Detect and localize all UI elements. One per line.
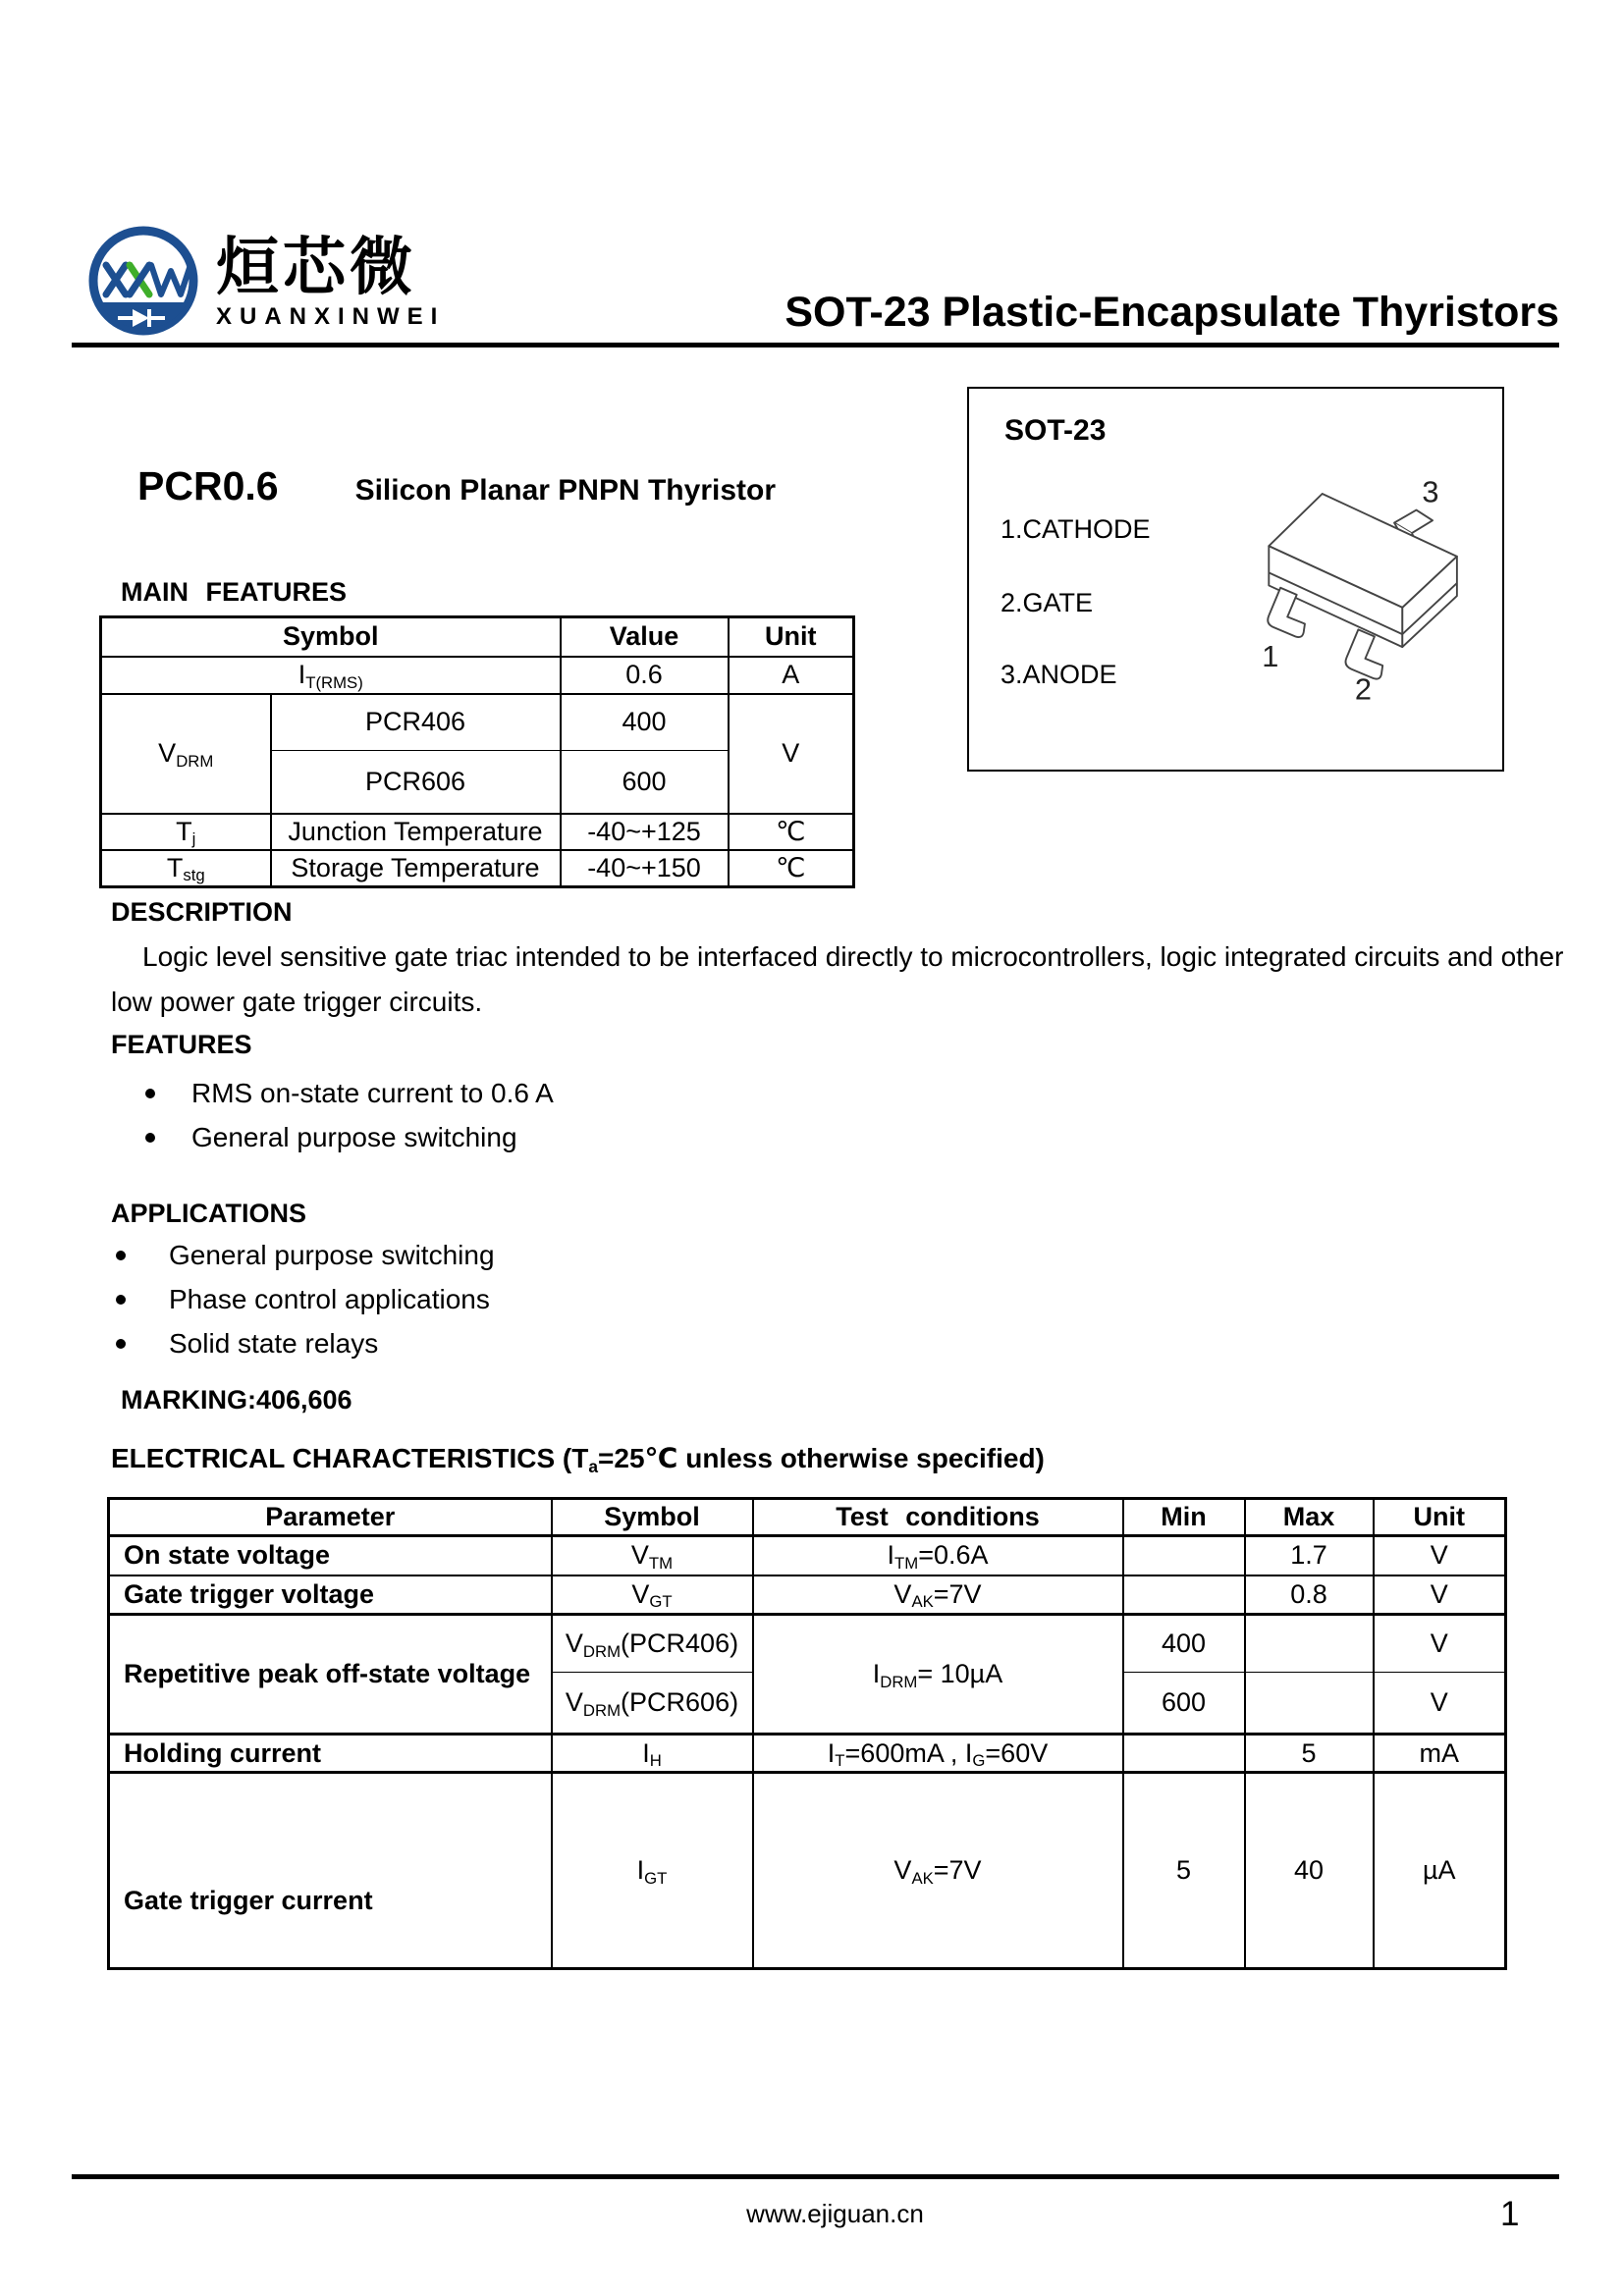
cell-min: 5	[1123, 1773, 1245, 1969]
marking-text: MARKING:406,606	[121, 1385, 352, 1415]
cell-value: -40~+125	[561, 814, 729, 850]
cell-max	[1245, 1673, 1374, 1735]
cell-parameter: Holding current	[109, 1735, 552, 1773]
description-text: Logic level sensitive gate triac intended to be interfaced directly to microcontrollers, logic integrated circuits and other low power gate trigger circuits.	[111, 941, 1564, 1017]
cell-value: 600	[561, 751, 729, 814]
cell-value: 0.6	[561, 657, 729, 694]
part-number: PCR0.6	[137, 463, 279, 508]
pin-label-anode: 3.ANODE	[1001, 660, 1117, 689]
cell-value: 400	[561, 694, 729, 751]
table-row	[109, 1735, 1506, 1773]
cell-unit: ℃	[729, 814, 854, 850]
features-list	[145, 1071, 554, 1159]
cell-test-conditions: $I_T=600mA$ , $I_G=60V$	[753, 1735, 1123, 1773]
cell-max: 0.8	[1245, 1575, 1374, 1615]
bullet-icon	[116, 1251, 126, 1260]
cell-test-conditions: $I_{DRM}= 10\mu A$	[753, 1615, 1123, 1735]
header-divider	[72, 343, 1559, 347]
electrical-characteristics-table	[107, 1497, 1507, 1970]
cell-min	[1123, 1575, 1245, 1615]
col-header-max: Max	[1245, 1499, 1374, 1536]
cell-symbol: $V_{DRM}(PCR606)$	[552, 1673, 753, 1735]
table-row	[101, 694, 854, 751]
cell-symbol: $V_{DRM}$	[101, 694, 271, 814]
pin-number-2: 2	[1354, 671, 1372, 703]
footer-divider	[72, 2174, 1559, 2179]
col-header-value: Value	[561, 617, 729, 657]
col-header-symbol: Symbol	[552, 1499, 753, 1536]
cell-parameter: On state voltage	[109, 1536, 552, 1575]
list-item-text: RMS on-state current to 0.6 A	[191, 1077, 554, 1108]
table-row	[109, 1615, 1506, 1673]
col-header-parameter: Parameter	[109, 1499, 552, 1536]
document-title: SOT-23 Plastic-Encapsulate Thyristors	[784, 289, 1559, 336]
cell-symbol: $V_{GT}$	[552, 1575, 753, 1615]
applications-list	[116, 1233, 495, 1365]
col-header-unit: Unit	[729, 617, 854, 657]
main-features-table	[99, 615, 855, 888]
cell-symbol: $I_{GT}$	[552, 1773, 753, 1969]
cell-symbol: $V_{DRM}(PCR406)$	[552, 1615, 753, 1673]
logo-chinese-name: 烜芯微	[216, 232, 416, 303]
cell-test-conditions: $V_{AK}=7V$	[753, 1773, 1123, 1969]
table-row	[101, 657, 854, 694]
product-subtitle: Silicon Planar PNPN Thyristor	[354, 474, 776, 507]
col-header-test-conditions: Test conditions	[753, 1499, 1123, 1536]
cell-unit: µA	[1374, 1773, 1506, 1969]
cell-parameter: Repetitive peak off-state voltage	[109, 1615, 552, 1735]
product-header	[137, 463, 776, 509]
table-row	[109, 1536, 1506, 1575]
page-number: 1	[1500, 2195, 1520, 2233]
cell-label: Storage Temperature	[271, 850, 561, 887]
cell-label: Junction Temperature	[271, 814, 561, 850]
col-header-min: Min	[1123, 1499, 1245, 1536]
bullet-icon	[145, 1089, 155, 1098]
pin-number-3: 3	[1422, 474, 1439, 509]
cell-min: 600	[1123, 1673, 1245, 1735]
list-item-text: Phase control applications	[169, 1283, 490, 1314]
bullet-icon	[145, 1133, 155, 1143]
cell-parameter: Gate trigger current	[109, 1773, 552, 1969]
cell-symbol: $T_{stg}$	[101, 850, 271, 887]
package-name: SOT-23	[1004, 414, 1107, 447]
applications-heading: APPLICATIONS	[111, 1199, 307, 1228]
sot23-package-drawing	[1222, 418, 1489, 703]
cell-test-conditions: $V_{AK}=7V$	[753, 1575, 1123, 1615]
col-header-unit: Unit	[1374, 1499, 1506, 1536]
cell-max: 5	[1245, 1735, 1374, 1773]
cell-variant: PCR406	[271, 694, 561, 751]
footer-website: www.ejiguan.cn	[746, 2199, 924, 2228]
cell-max: 40	[1245, 1773, 1374, 1969]
list-item	[145, 1115, 554, 1159]
list-item	[116, 1233, 495, 1277]
cell-variant: PCR606	[271, 751, 561, 814]
bullet-icon	[116, 1339, 126, 1349]
list-item	[116, 1277, 495, 1321]
cell-min	[1123, 1536, 1245, 1575]
cell-unit: ℃	[729, 850, 854, 887]
list-item-text: Solid state relays	[169, 1327, 379, 1359]
cell-unit: V	[1374, 1536, 1506, 1575]
pin-number-1: 1	[1262, 639, 1279, 674]
features-heading: FEATURES	[111, 1030, 252, 1059]
list-item-text: General purpose switching	[169, 1239, 495, 1270]
cell-min	[1123, 1735, 1245, 1773]
cell-unit: V	[1374, 1575, 1506, 1615]
table-header-row	[109, 1499, 1506, 1536]
company-logo	[84, 224, 445, 342]
table-header-row	[101, 617, 854, 657]
list-item	[145, 1071, 554, 1115]
list-item	[116, 1321, 495, 1365]
list-item-text: General purpose switching	[191, 1121, 517, 1152]
cell-test-conditions: $I_{TM}=0.6A$	[753, 1536, 1123, 1575]
table-row	[109, 1575, 1506, 1615]
logo-latin-name: XUANXINWEI	[216, 302, 446, 330]
cell-min: 400	[1123, 1615, 1245, 1673]
cell-unit: V	[1374, 1615, 1506, 1673]
bullet-icon	[116, 1295, 126, 1305]
cell-parameter: Gate trigger voltage	[109, 1575, 552, 1615]
table-row	[101, 850, 854, 887]
col-header-symbol: Symbol	[101, 617, 561, 657]
cell-value: -40~+150	[561, 850, 729, 887]
pin-label-gate: 2.GATE	[1001, 588, 1094, 617]
cell-symbol: $T_j$	[101, 814, 271, 850]
table-row	[109, 1773, 1506, 1969]
electrical-heading: ELECTRICAL CHARACTERISTICS ($T_a=25℃$ unless otherwise specified)	[111, 1443, 1045, 1476]
cell-symbol: $I_H$	[552, 1735, 753, 1773]
package-outline-box	[967, 387, 1504, 772]
cell-max	[1245, 1615, 1374, 1673]
pin-label-cathode: 1.CATHODE	[1001, 514, 1151, 544]
main-features-heading: MAIN FEATURES	[121, 577, 347, 607]
cell-unit: A	[729, 657, 854, 694]
table-row	[101, 814, 854, 850]
cell-unit: V	[729, 694, 854, 814]
cell-symbol: $V_{TM}$	[552, 1536, 753, 1575]
xxw-logo-icon	[84, 224, 202, 342]
cell-unit: V	[1374, 1673, 1506, 1735]
cell-unit: mA	[1374, 1735, 1506, 1773]
description-heading: DESCRIPTION	[111, 897, 293, 927]
cell-max: 1.7	[1245, 1536, 1374, 1575]
cell-symbol: $I_{T(RMS)}$	[101, 657, 561, 694]
